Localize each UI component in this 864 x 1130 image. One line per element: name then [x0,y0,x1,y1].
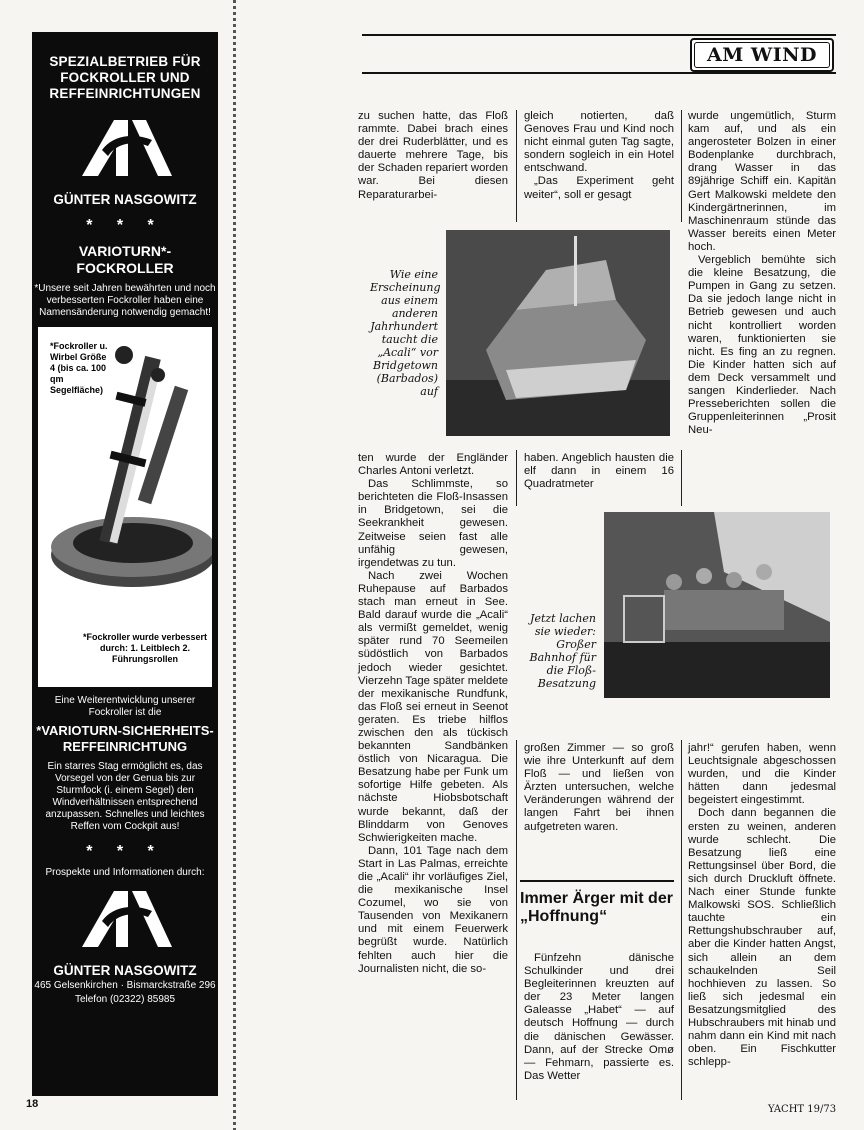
article-col1-bottom [358,452,508,976]
paragraph: Dann, 101 Tage nach dem Start in Las Palmas, erreichte die „Acali“ ihr vorläufiges Ziel, die mexikanische Insel Cozumel, wo sie von Tausenden von Mexikanern und mit einem Feuerwerk begrüßt wurde. Natürlich fehlten auch hier die Journalisten nicht, die so- [358,844,508,975]
article-col2-top [524,110,674,202]
fockroller-illustration-icon [38,335,212,625]
page-gutter [233,0,236,1130]
article-col1-top [358,110,508,202]
ad-prospekte-text: Prospekte und Informationen durch: [45,867,205,878]
photo-acali-raft [446,230,670,436]
article-col2-low [524,742,674,834]
ad-spec-note: *Fockroller u. Wirbel Größe 4 (bis ca. 100 qm Segelfläche) [50,341,108,395]
column-divider [681,450,682,506]
ad-address: 465 Gelsenkirchen · Bismarckstraße 296 [34,980,216,991]
ad-headline: SPEZIALBETRIEB FÜR FOCKROLLER UND REFFEINRICHTUNGEN [49,54,201,101]
page-number: 18 [26,1098,39,1110]
paragraph: haben. Angeblich hausten die elf dann in einem 16 Quadratmeter [524,452,674,491]
header-rule-bottom [362,72,836,74]
nasgowitz-logo-icon-bottom [72,887,178,953]
nasgowitz-logo-icon [72,116,178,182]
ad-product-name: VARIOTURN*-FOCKROLLER [76,243,174,276]
paragraph: wurde ungemütlich, Sturm kam auf, und als ein angerosteter Bolzen in einer Bodenplanke durchbrach, drang Wasser in das 89jährige Schiff ein. Kapitän Gert Malkowski meldete den Kindergärtnerinnen, im Maschinenraum stünde das Wasser bereits einen Meter hoch. [688,110,836,253]
article-col3-low [688,742,836,1069]
ad-stars-2: * * * [86,843,164,860]
paragraph: Nach zwei Wochen Ruhepause auf Barbados stach man erneut in See. Bald darauf wurde die „Acali“ als vermißt gemeldet, wenig später rund 70 Seemeilen südöstlich von Barbados jedoch wieder gesichtet. Vierzehn Tage später meldete der mexikanische Rundfunk, das Floß sei erneut in Seenot geraten. Es triebe hilflos zwischen den als tückisch bekannten Sandbänken östlich von Nicaragua. Die Besatzung habe per Funk um sofortige Hilfe gebeten. Als nächste Hiobsbotschaft wurde bekannt, daß der Blinddarm von Genoves Schwierigkeiten mache. [358,569,508,844]
column-divider [681,110,682,222]
paragraph: zu suchen hatte, das Floß rammte. Dabei brach eines der drei Ruderblätter, und es dauerte mehrere Tage, bis der Schaden repariert worden war. Bei diesen Reparaturarbei- [358,110,508,201]
subheading: Immer Ärger mit der „Hoffnung“ [520,880,674,926]
paragraph: jahr!“ gerufen haben, wenn Leuchtsignale abgeschossen wurden, und die Kinder hätten dann jedesmal begeistert eingestimmt. [688,742,836,807]
ad-brand-bottom: GÜNTER NASGOWITZ [53,963,197,978]
article-col2-after [524,952,674,1083]
column-divider [681,740,682,1100]
article-col3-top [688,110,836,437]
issue-label: YACHT 19/73 [768,1104,837,1115]
ad-brand-top: GÜNTER NASGOWITZ [53,192,197,207]
photo1-caption: Wie eine Erscheinung aus einem anderen Jahrhundert taucht die „Acali“ vor Bridgetown (Barbados) auf [370,268,441,398]
advertisement [32,32,218,1096]
ad-improved-note: *Fockroller wurde verbessert durch: 1. Leitblech 2. Führungsrollen [82,632,208,664]
paragraph: Vergeblich bemühte sich die kleine Besatzung, die Pumpen in Gang zu setzen. Da sie jedoch lange nicht in Betrieb gewesen und auch nicht kontrolliert worden waren, funktionierten sie nicht. Es fing an zu regnen. Die Kinder hatten sich auf dem Deck versammelt und sangen Kinderlieder. Nach Presseberichten sollen die Gruppenleiterinnen „Prosit Neu- [688,254,836,437]
article-col2-mid [524,452,674,491]
ad-product-illustration [38,327,212,687]
ad-product-text: *Unsere seit Jahren bewährten und noch verbesserten Fockroller haben eine Namensänderung notwendig gemacht! [34,283,216,318]
column-divider [516,110,517,222]
ad-stars: * * * [86,217,164,234]
paragraph: gleich notierten, daß Genoves Frau und Kind noch nicht einmal guten Tag sagte, sondern sogleich in ein Hotel entschwand. [524,110,674,175]
paragraph: Doch dann begannen die ersten zu weinen, anderen wurde schlecht. Die Besatzung ließ eine Rettungsinsel über Bord, die sich durch Druckluft öffnete. Nach einer Stunde funkte Malkowski SOS. Schließlich tauchte ein Rettungshubschrauber auf, aber die Kinder hatten Angst, sich allein an dem schaukelnden Seil hochhieven zu lassen. So ließ sich jedesmal ein Besatzungsmitglied des Hubschraubers mit hinab und nahm dann ein Kind mit nach oben. Ein Fischkutter schlepp- [688,807,836,1069]
section-logo: AM WIND [690,38,834,72]
ad-phone: Telefon (02322) 85985 [74,994,176,1005]
ad-development-text: Eine Weiterentwicklung unserer Fockroller ist die [54,695,196,718]
raft-photo-icon [446,230,670,436]
photo-crew [604,512,830,698]
paragraph: großen Zimmer — so groß wie ihre Unterkunft auf dem Floß — und ließen von Ärzten untersuchen, welche Veränderungen während der langen Fahrt bei ihnen aufgetreten waren. [524,742,674,833]
ad-product2-name: *VARIOTURN-SICHERHEITS-REFFEINRICHTUNG [36,723,214,754]
column-divider [516,450,517,506]
paragraph: ten wurde der Engländer Charles Antoni verletzt. [358,452,508,478]
column-divider [516,740,517,1100]
photo2-caption: Jetzt lachen sie wieder: Großer Bahnhof für die Floß-Besatzung [529,612,596,690]
paragraph: Das Schlimmste, so berichteten die Floß-Insassen in Bridgetown, sei die Seekrankheit gewesen. Zeitweise seien fast alle unfähig gewesen, irgendetwas zu tun. [358,478,508,569]
paragraph: Fünfzehn dänische Schulkinder und drei Begleiterinnen kreuzten auf der 23 Meter langen Galeasse „Habet“ — auf deutsch Hoffnung — durch die dänischen Gewässer. Dann, auf der Strecke Omø — Fehmarn, passierte es. Das Wetter [524,952,674,1082]
ad-product2-text: Ein starres Stag ermöglicht es, das Vorsegel von der Genua bis zur Sturmfock (i. einem Segel) den Windverhältnissen entsprechend anzupassen. Schnelles und leichtes Reffen vom Cockpit aus! [45,761,205,832]
paragraph: „Das Experiment geht weiter“, soll er gesagt [524,175,674,201]
crew-photo-icon [604,512,830,698]
header-rule-top [362,34,836,36]
